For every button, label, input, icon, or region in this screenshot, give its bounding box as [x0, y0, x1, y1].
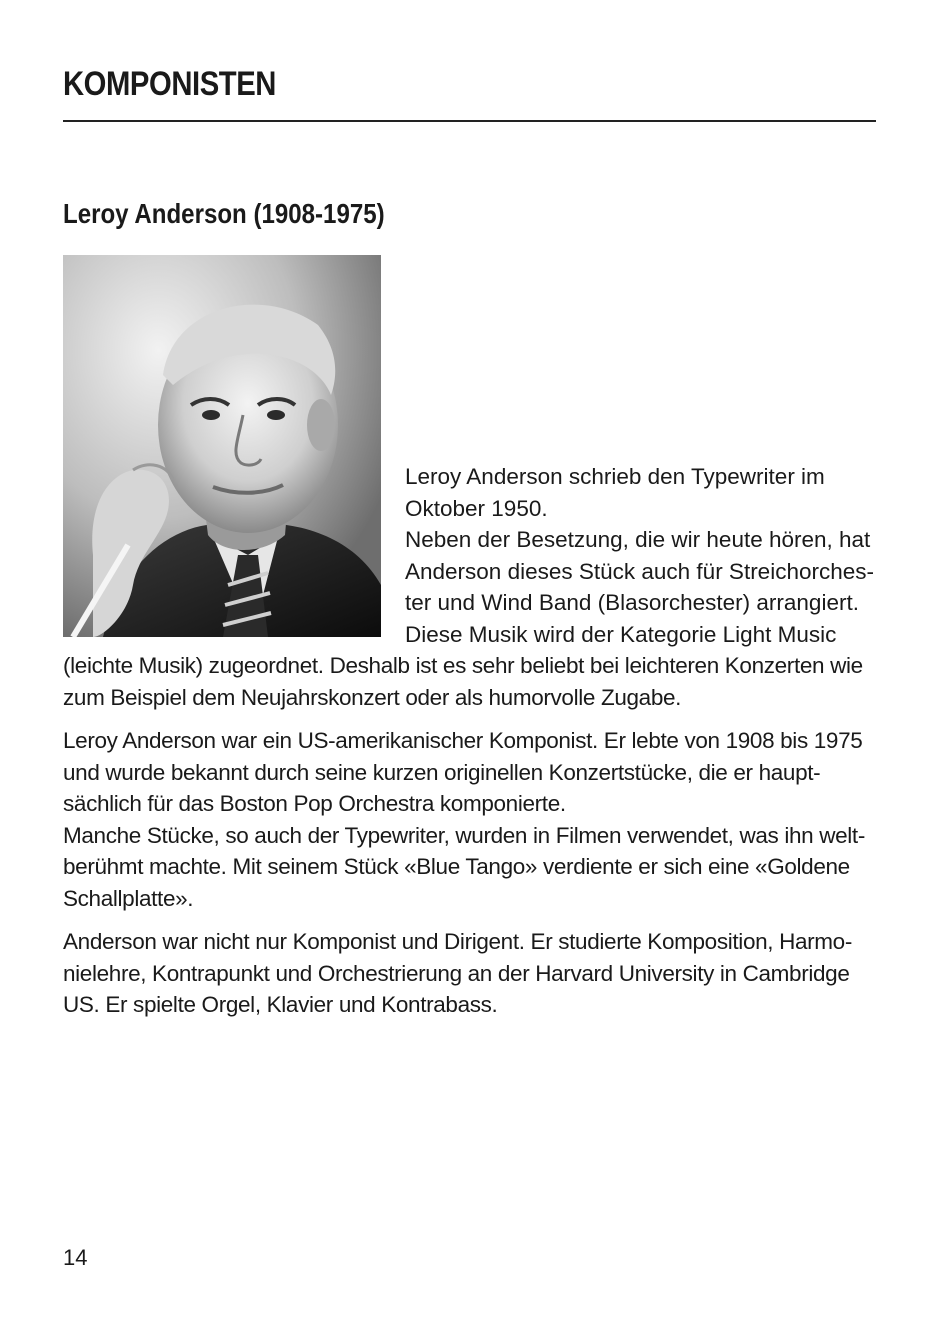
intro-line: Leroy Anderson schrieb den Typewriter im: [405, 464, 825, 489]
intro-line: Anderson dieses Stück auch für Streichorches-: [405, 558, 874, 584]
composer-heading: Leroy Anderson (1908-1975): [63, 198, 385, 229]
fame-text: Manche Stücke, so auch der Typewriter, wurden in Filmen verwendet, was ihn welt-berühmt machte. Mit seinem Stück «Blue Tango» verdiente er sich eine «Goldene Schallplatte».: [63, 822, 865, 911]
bio-paragraph: [63, 725, 878, 820]
page-header: [63, 62, 876, 122]
bio-text: Leroy Anderson war ein US-amerikanischer Komponist. Er lebte von 1908 bis 1975 und wurde bekannt durch seine kurzen originellen Konzertstücke, die er haupt-sächlich für das Boston Pop Orchestra komponierte.: [63, 728, 863, 816]
intro-line: Diese Musik wird der Kategorie Light Music: [405, 621, 837, 647]
composer-portrait: [63, 255, 381, 637]
section-title: KOMPONISTEN: [63, 65, 276, 103]
education-text: Anderson war nicht nur Komponist und Dirigent. Er studierte Komposition, Harmo-nielehre, Kontrapunkt und Orchestrierung an der Harvard University in Cambridge US. Er spielte Orgel, Klavier und Kontrabass.: [63, 929, 852, 1017]
portrait-illustration: [63, 255, 381, 637]
page-number: 14: [63, 1245, 88, 1270]
intro-line: Oktober 1950.: [405, 495, 548, 521]
intro-tail: (leichte Musik) zugeordnet. Deshalb ist es sehr beliebt bei leichteren Konzerten wie zum Beispiel dem Neujahrskonzert oder als humorvolle Zugabe.: [63, 653, 863, 710]
article-body: [63, 255, 878, 1033]
header-divider: [63, 120, 876, 122]
education-paragraph: [63, 926, 878, 1021]
intro-line: Neben der Besetzung, die wir heute hören, hat: [405, 527, 871, 552]
fame-paragraph: [63, 820, 878, 915]
intro-line: ter und Wind Band (Blasorchester) arrangiert.: [405, 590, 859, 615]
